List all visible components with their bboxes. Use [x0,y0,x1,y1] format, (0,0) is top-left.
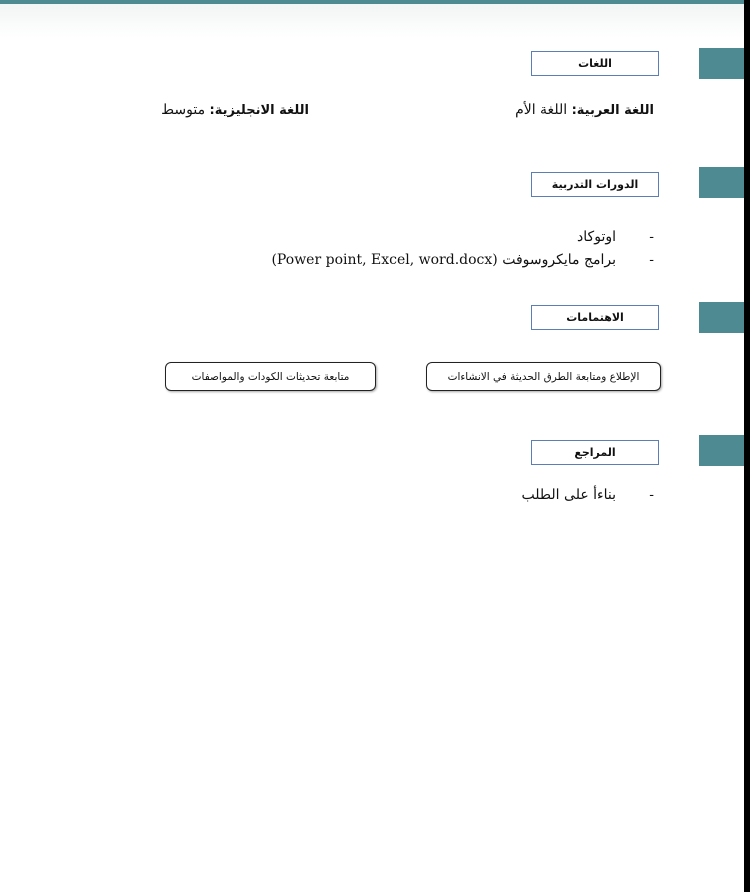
section-tab-references [699,435,744,466]
bullet-dash: - [649,229,654,245]
course-item-microsoft: برامج مايكروسوفت (Power point, Excel, word.docx) [271,252,616,268]
references-heading: المراجع [531,440,659,465]
section-tab-courses [699,167,744,198]
interests-heading: الاهتمامات [531,305,659,330]
english-language-line [161,102,309,118]
course-item-autocad: اوتوكاد [577,229,616,245]
header-shade [0,4,744,38]
list-item [271,252,654,268]
bullet-dash: - [649,487,654,503]
references-on-request: بناءأ على الطلب [521,487,616,503]
interest-codes-specifications: متابعة تحديثات الكودات والمواصفات [165,362,376,391]
section-tab-interests [699,302,744,333]
arabic-language-line [515,102,654,118]
section-tab-languages [699,48,744,79]
english-language-label: اللغة الانجليزية: [209,103,309,118]
arabic-language-label: اللغة العربية: [571,103,654,118]
english-language-value: متوسط [161,102,206,118]
bullet-dash: - [649,252,654,268]
interest-construction-methods: الإطلاع ومتابعة الطرق الحديثة في الانشاءات [426,362,661,391]
list-item [577,229,654,245]
list-item [522,487,654,503]
courses-heading: الدورات التدربية [531,172,659,197]
languages-heading: اللغات [531,51,659,76]
arabic-language-value: اللغة الأم [515,102,568,118]
